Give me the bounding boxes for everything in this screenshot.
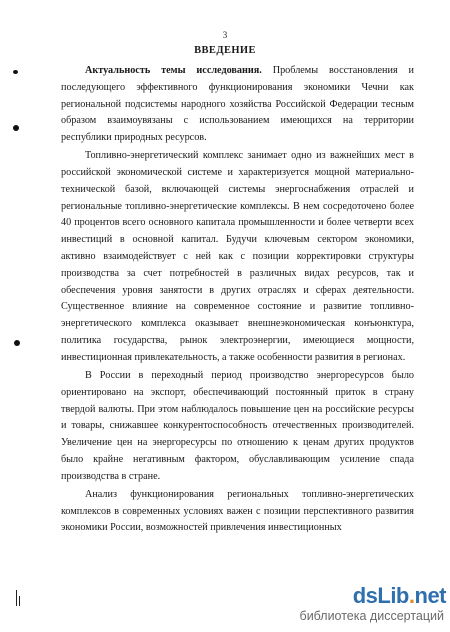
- scan-mark-3: [14, 340, 20, 346]
- scan-mark-2: [13, 125, 19, 131]
- paragraph-lead: Актуальность темы исследования.: [85, 65, 262, 76]
- paragraph-text: Анализ функционирования региональных топливно-энергетических комплексов в современных условиях важен с позиции перспективного развития экономики России, возможностей привлечения инвестиционных: [61, 488, 414, 534]
- watermark-logo: dsLib.net: [352, 583, 446, 608]
- section-heading: ВВЕДЕНИЕ: [194, 45, 256, 56]
- scan-mark-1: [13, 70, 18, 74]
- page-number: 3: [222, 30, 228, 40]
- paragraph-transition: [61, 368, 414, 486]
- paragraph-relevance: [61, 63, 414, 147]
- watermark: [300, 583, 450, 632]
- paragraph-text: В России в переходный период производство энергоресурсов было ориентировано на экспорт, обеспечивающий постоянный приток в страну твердой валюты. При этом наблюдалось повышение цен на российские ресурсы и товары, снижавшее конкурентоспособность отечественных производителей. Увеличение цен на энергоресурсы по отношению к ценам других продуктов было крайне негативным фактором, обуславливающим усиление спада производства в стране.: [61, 369, 414, 482]
- paragraph-text: Проблемы восстановления и последующего эффективного функционирования экономики Чечни как региональной подсистемы народного хозяйства Российской Федерации тесным образом взаимоувязаны с использованием имеющихся на территории республики природных ресурсов.: [61, 65, 414, 144]
- paragraph-analysis: [61, 487, 414, 537]
- paragraph-text: Топливно-энергетический комплекс занимает одно из важнейших мест в российской экономической системе и характеризуется мощной материально-технической базой, включающей системы энергоснабжения отраслей и региональные топливно-энергетические комплексы. В нем сосредоточено более 40 процентов всего основного капитала промышленности и более четверти всех инвестиций в основной капитал. Будучи ключевым сектором экономики, активно взаимодействует с ней как с позиции корректировки структуры производства за счет потребностей в различных видах ресурсов, так и обеспечения уровня занятости в других отраслях и сферах деятельности. Существенное влияние на современное состояние и развитие топливно-энергетического комплекса оказывает внешнеэкономическая конъюнктура, политика государства, рынок электроэнергии, имеющиеся мощности, инвестиционная привлекательность, а также особенности развития в регионах.: [61, 150, 414, 363]
- body-text: [61, 63, 414, 539]
- watermark-caption: библиотека диссертаций: [299, 609, 444, 623]
- scan-tick-1: [16, 590, 17, 606]
- scan-tick-2: [19, 596, 20, 606]
- paragraph-fuel-energy: [61, 148, 414, 366]
